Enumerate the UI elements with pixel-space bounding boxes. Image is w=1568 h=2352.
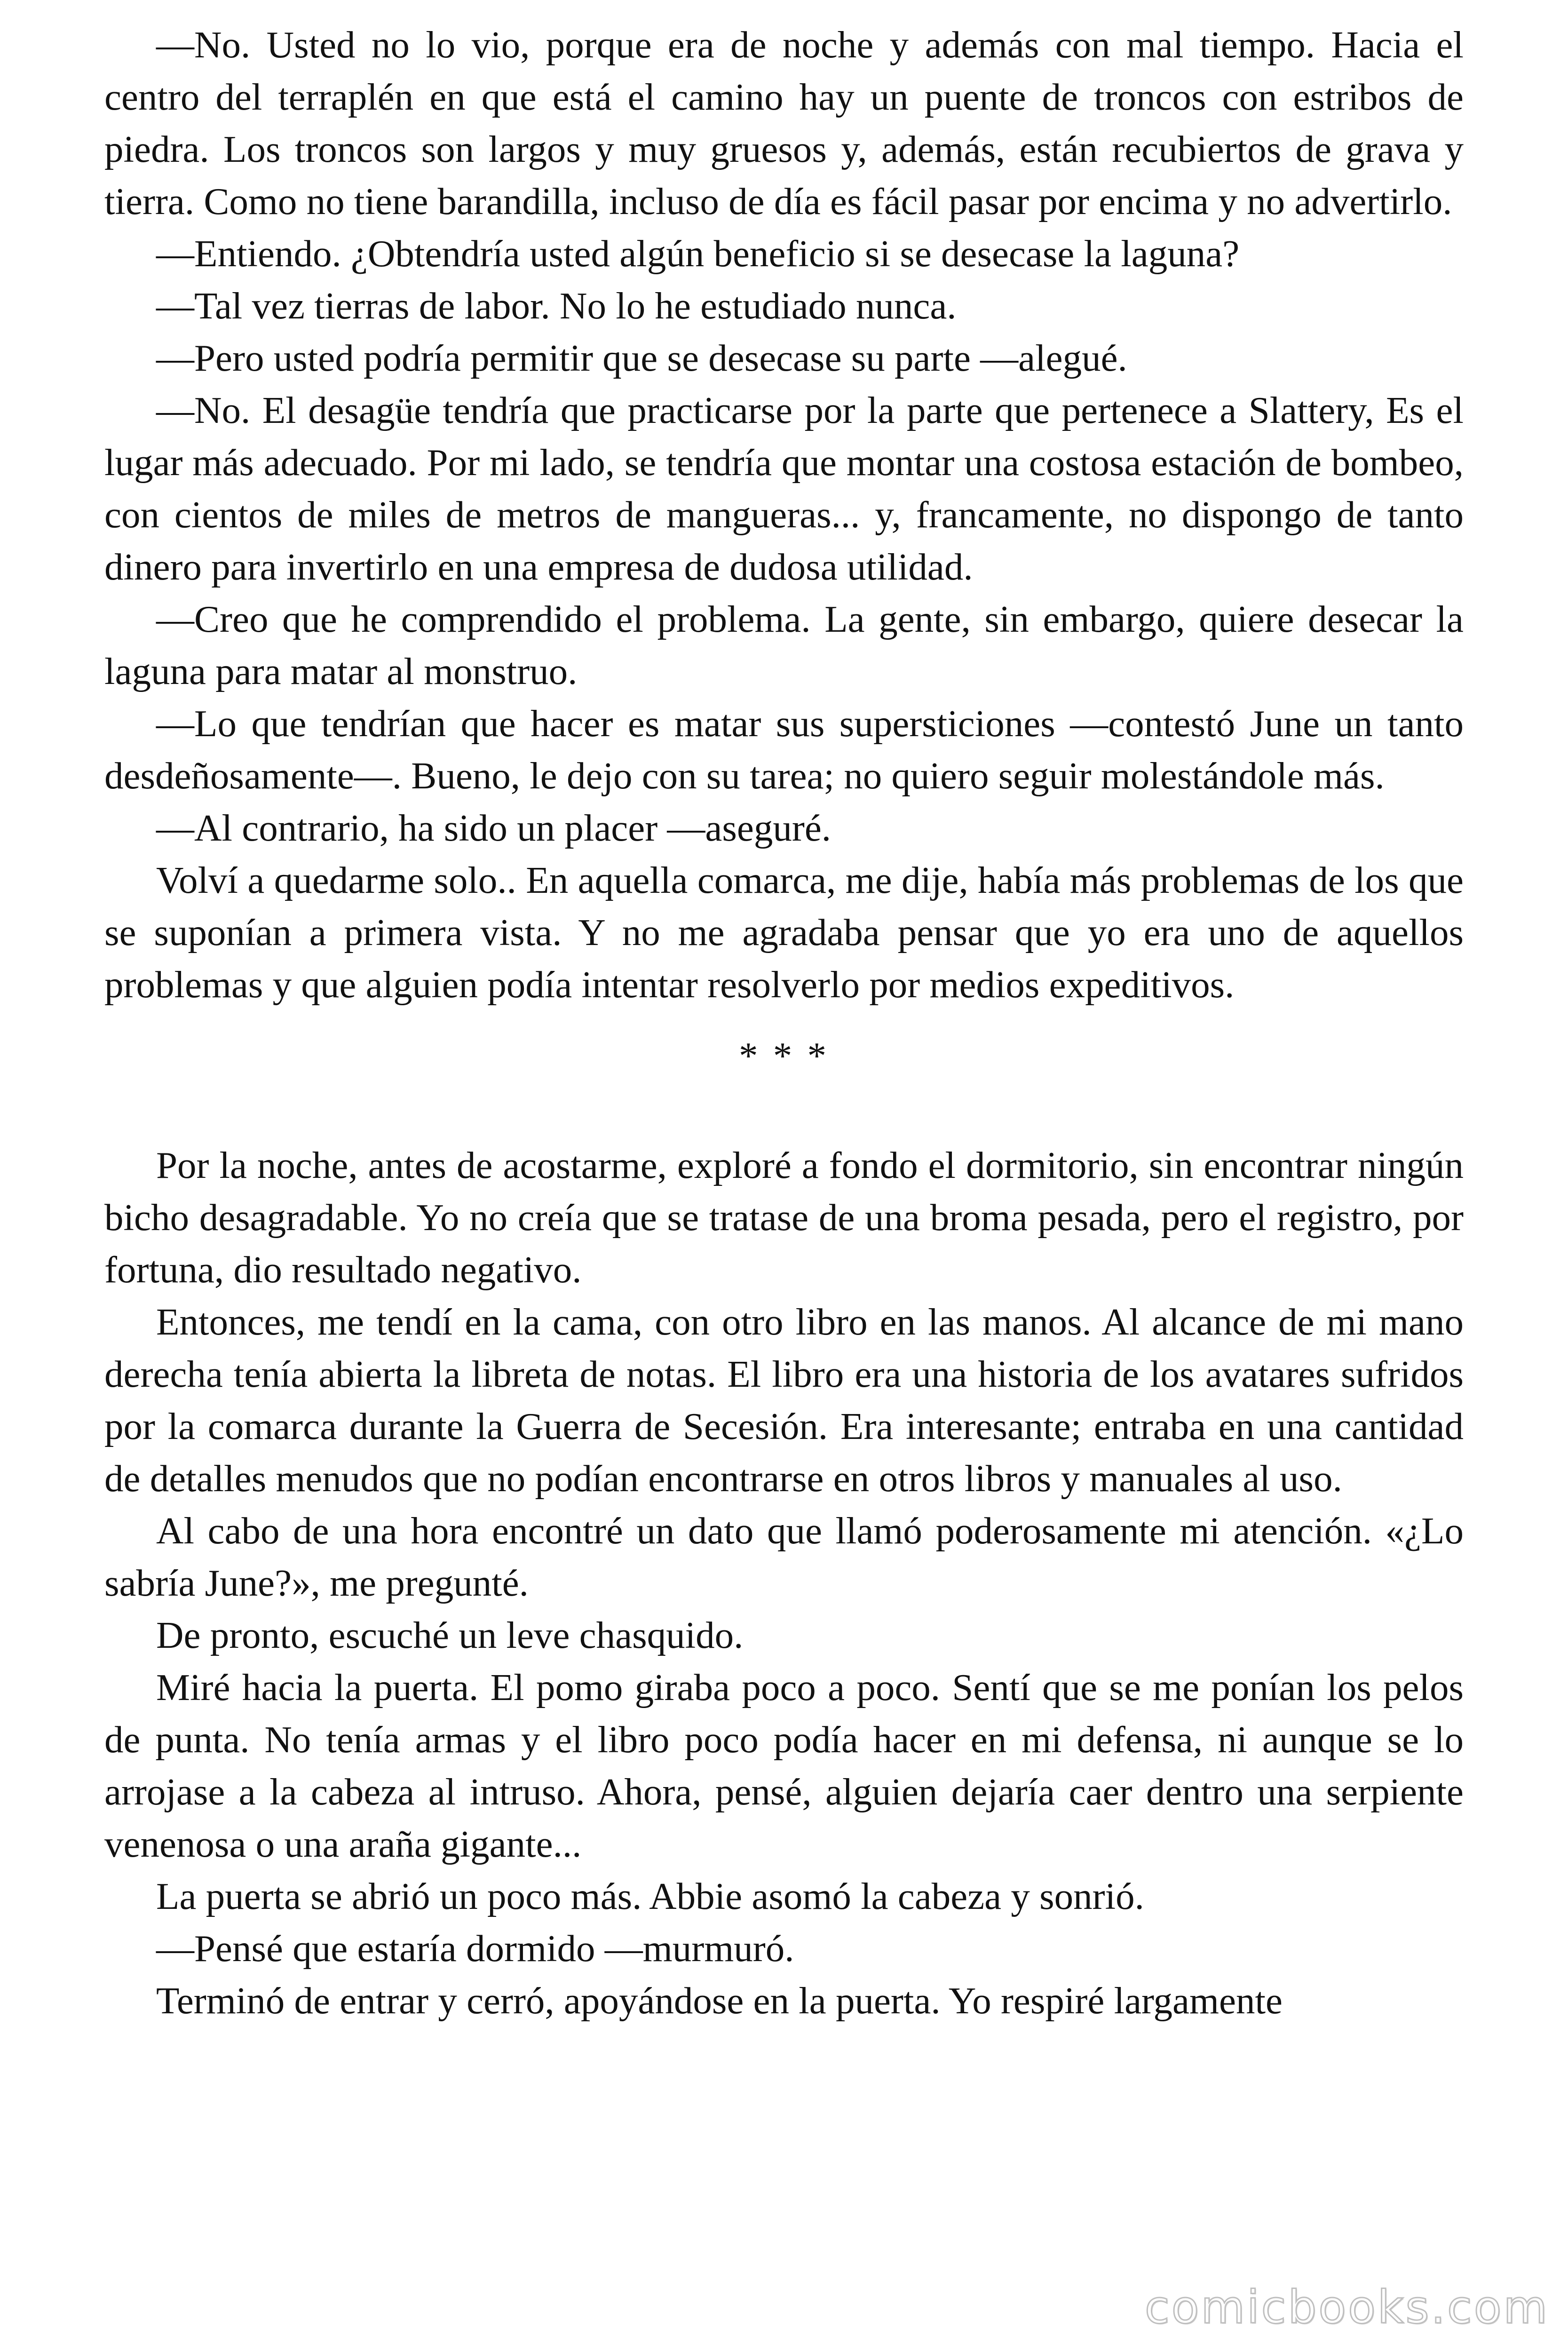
paragraph: —Pensé que estaría dormido —murmuró. xyxy=(156,1927,794,1970)
paragraph: —Creo que he comprendido el problema. La gente, sin embargo, quiere desecar la laguna para matar al monstruo. xyxy=(104,598,1464,692)
paragraph: Terminó de entrar y cerró, apoyándose en la puerta. Yo respiré largamente xyxy=(156,1979,1283,2022)
paragraph: Por la noche, antes de acostarme, exploré a fondo el dormitorio, sin encontrar ningún bicho desagradable. Yo no creía que se tratase de una broma pesada, pero el registro, por fortuna, dio resultado negativo. xyxy=(104,1144,1464,1291)
paragraph: —No. Usted no lo vio, porque era de noche y además con mal tiempo. Hacia el centro del terraplén en que está el camino hay un puente de troncos con estribos de piedra. Los troncos son largos y muy gruesos y, además, están recubiertos de grava y tierra. Como no tiene barandilla, incluso de día es fácil pasar por encima y no advertirlo. xyxy=(104,24,1464,222)
paragraph: De pronto, escuché un leve chasquido. xyxy=(156,1614,744,1656)
section-break: * * * xyxy=(739,1034,829,1077)
paragraph: Al cabo de una hora encontré un dato que llamó poderosamente mi atención. «¿Lo sabría June?», me pregunté. xyxy=(104,1510,1464,1604)
paragraph: —Entiendo. ¿Obtendría usted algún beneficio si se desecase la laguna? xyxy=(156,232,1240,275)
paragraph: —No. El desagüe tendría que practicarse por la parte que pertenece a Slattery, Es el lugar más adecuado. Por mi lado, se tendría que montar una costosa estación de bombeo, con cientos de miles de metros de mangueras... y, francamente, no dispongo de tanto dinero para invertirlo en una empresa de dudosa utilidad. xyxy=(104,389,1464,588)
paragraph: Entonces, me tendí en la cama, con otro libro en las manos. Al alcance de mi mano derecha tenía abierta la libreta de notas. El libro era una historia de los avatares sufridos por la comarca durante la Guerra de Secesión. Era interesante; entraba en una cantidad de detalles menudos que no podían encontrarse en otros libros y manuales al uso. xyxy=(104,1301,1464,1500)
spacer xyxy=(104,1011,1464,1030)
spacer xyxy=(104,1082,1464,1139)
watermark: comicbooks.com xyxy=(1144,2281,1549,2334)
book-page xyxy=(104,19,1464,2027)
paragraph: —Al contrario, ha sido un placer —aseguré. xyxy=(156,807,832,849)
paragraph: —Lo que tendrían que hacer es matar sus supersticiones —contestó June un tanto desdeñosamente—. Bueno, le dejo con su tarea; no quiero seguir molestándole más. xyxy=(104,702,1464,797)
paragraph: La puerta se abrió un poco más. Abbie asomó la cabeza y sonrió. xyxy=(156,1875,1144,1917)
paragraph: —Tal vez tierras de labor. No lo he estudiado nunca. xyxy=(156,285,957,327)
paragraph: Volví a quedarme solo.. En aquella comarca, me dije, había más problemas de los que se suponían a primera vista. Y no me agradaba pensar que yo era uno de aquellos problemas y que alguien podía intentar resolverlo por medios expeditivos. xyxy=(104,859,1464,1006)
paragraph: Miré hacia la puerta. El pomo giraba poco a poco. Sentí que se me ponían los pelos de punta. No tenía armas y el libro poco podía hacer en mi defensa, ni aunque se lo arrojase a la cabeza al intruso. Ahora, pensé, alguien dejaría caer dentro una serpiente venenosa o una araña gigante... xyxy=(104,1666,1464,1865)
paragraph: —Pero usted podría permitir que se desecase su parte —alegué. xyxy=(156,337,1127,379)
